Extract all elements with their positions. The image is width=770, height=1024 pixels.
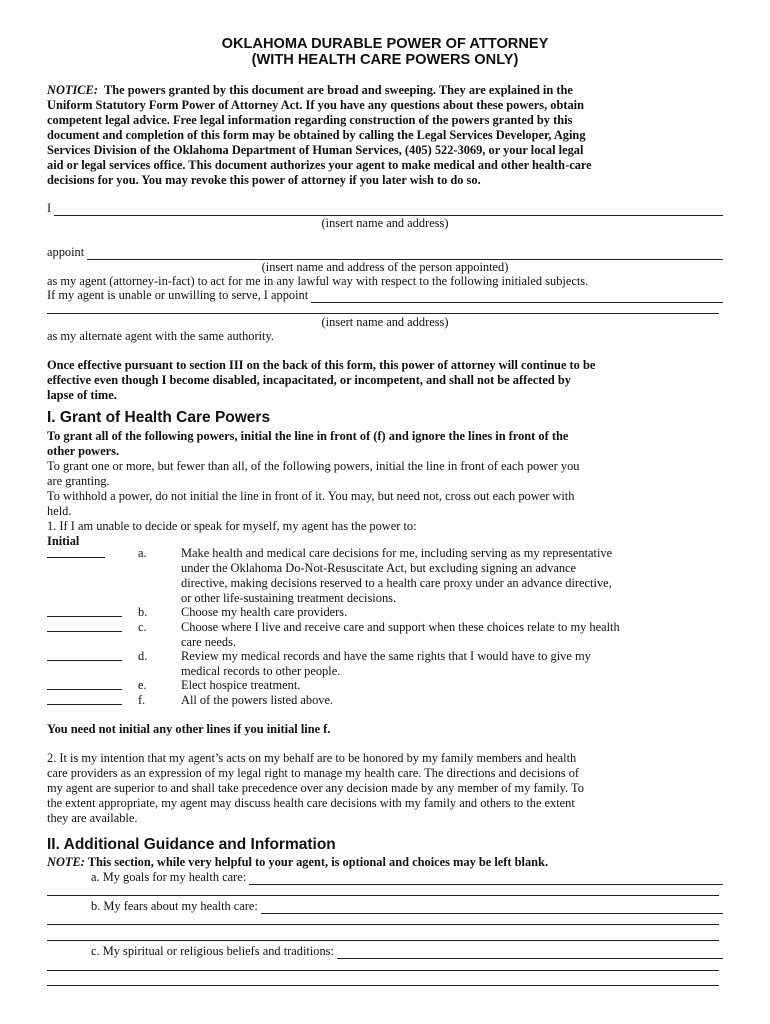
- power-a-line-0: Make health and medical care decisions for me, including serving as my representative: [181, 546, 613, 560]
- initial-blank-d[interactable]: [47, 660, 122, 661]
- power-letter: c.: [138, 620, 147, 634]
- form-title: [47, 36, 723, 68]
- power-a-line-1: under the Oklahoma Do-Not-Resuscitate Act, but excluding signing an advance: [181, 561, 577, 575]
- note-label: NOTE:: [47, 855, 85, 869]
- grant-bold-1: other powers.: [47, 444, 120, 458]
- alternate-authority: as my alternate agent with the same authority.: [47, 329, 274, 343]
- power-a-line-3: or other life-sustaining treatment decisions.: [181, 591, 397, 605]
- goals-row: [47, 870, 723, 885]
- power-c-line-1: care needs.: [181, 635, 237, 649]
- power-letter: a.: [138, 546, 147, 560]
- grant-bold-0: To grant all of the following powers, initial the line in front of (f) and ignore the lines in front of the: [47, 429, 569, 443]
- beliefs-row: [47, 944, 723, 959]
- power-text: [181, 605, 726, 620]
- intention-line-0: 2. It is my intention that my agent’s acts on my behalf are to be honored by my family members and health: [47, 751, 577, 765]
- beliefs-field-2[interactable]: [47, 970, 719, 971]
- power-letter: b.: [138, 605, 148, 619]
- effective-paragraph: [47, 358, 723, 403]
- initial-blank-f[interactable]: [47, 704, 122, 705]
- power-letter: e.: [138, 678, 147, 692]
- notice-line-2: competent legal advice. Free legal information regarding construction of the powers granted by this: [47, 113, 573, 127]
- initial-blank-c[interactable]: [47, 631, 122, 632]
- fears-row: [47, 899, 723, 914]
- power-text: [181, 620, 726, 650]
- title-line-2: (WITH HEALTH CARE POWERS ONLY): [251, 52, 519, 68]
- beliefs-field[interactable]: [337, 947, 723, 959]
- intention-line-1: care providers as an expression of my legal right to manage my health care. The directions and decisions of: [47, 766, 580, 780]
- title-line-1: OKLAHOMA DURABLE POWER OF ATTORNEY: [221, 36, 549, 52]
- goals-label: a. My goals for my health care:: [91, 870, 247, 884]
- i-label: I: [47, 201, 52, 215]
- fears-label: b. My fears about my health care:: [91, 899, 258, 913]
- notice-line-3: document and completion of this form may be obtained by calling the Legal Services Developer, Aging: [47, 128, 586, 142]
- line-f-note: You need not initial any other lines if you initial line f.: [47, 722, 331, 736]
- alternate-row: [47, 288, 723, 303]
- grant-plain-2: To withhold a power, do not initial the line in front of it. You may, but need not, cross out each power with: [47, 489, 575, 503]
- effective-line-0: Once effective pursuant to section III on the back of this form, this power of attorney will continue to be: [47, 358, 596, 372]
- power-d-line-1: medical records to other people.: [181, 664, 341, 678]
- beliefs-label: c. My spiritual or religious beliefs and traditions:: [91, 944, 334, 958]
- power-a-line-2: directive, making decisions reserved to a health care proxy under an advance directive,: [181, 576, 612, 590]
- notice-line-4: Services Division of the Oklahoma Department of Human Services, (405) 522-3069, or your local legal: [47, 143, 584, 157]
- notice-line-0: The powers granted by this document are broad and sweeping. They are explained in the: [103, 83, 573, 97]
- agent-caption: (insert name and address of the person appointed): [261, 260, 509, 274]
- initial-blank-a[interactable]: [47, 557, 105, 558]
- alternate-caption: (insert name and address): [321, 315, 449, 329]
- power-c-line-0: Choose where I live and receive care and support when these choices relate to my health: [181, 620, 620, 634]
- power-f-line-0: All of the powers listed above.: [181, 693, 334, 707]
- goals-field-2[interactable]: [47, 895, 719, 896]
- fears-field-2[interactable]: [47, 924, 719, 925]
- fears-field[interactable]: [261, 902, 723, 914]
- intention-line-4: they are available.: [47, 811, 138, 825]
- fears-field-3[interactable]: [47, 940, 719, 941]
- agent-name-field[interactable]: [87, 248, 723, 260]
- intention-paragraph: [47, 751, 723, 826]
- goals-field[interactable]: [249, 873, 723, 885]
- power-b-line-0: Choose my health care providers.: [181, 605, 348, 619]
- intention-line-3: the extent appropriate, my agent may discuss health care decisions with my family and others to the extent: [47, 796, 575, 810]
- notice-label: NOTICE:: [47, 83, 98, 97]
- power-letter: d.: [138, 649, 148, 663]
- alternate-label: If my agent is unable or unwilling to serve, I appoint: [47, 288, 309, 302]
- grant-plain-0: To grant one or more, but fewer than all, of the following powers, initial the line in front of each power you: [47, 459, 580, 473]
- note-text: This section, while very helpful to your agent, is optional and choices may be left blank.: [87, 855, 549, 869]
- alternate-name-field[interactable]: [311, 291, 723, 303]
- grant-plain-3: held.: [47, 504, 72, 518]
- section-1-heading: I. Grant of Health Care Powers: [47, 409, 271, 426]
- effective-line-2: lapse of time.: [47, 388, 117, 402]
- notice-line-1: Uniform Statutory Form Power of Attorney Act. If you have any questions about these powers, obtain: [47, 98, 585, 112]
- alternate-name-field-2[interactable]: [47, 313, 719, 314]
- grant-instructions: [47, 429, 723, 549]
- notice-paragraph: [47, 83, 723, 188]
- effective-line-1: effective even though I become disabled, incapacitated, or incompetent, and shall not be affected by: [47, 373, 571, 387]
- notice-line-6: decisions for you. You may revoke this power of attorney if you later wish to do so.: [47, 173, 481, 187]
- power-text: [181, 546, 726, 606]
- power-text: [181, 693, 726, 708]
- section-2-heading: II. Additional Guidance and Information: [47, 836, 336, 853]
- agent-row: [47, 245, 723, 260]
- initial-blank-b[interactable]: [47, 616, 122, 617]
- notice-line-5: aid or legal services office. This document authorizes your agent to make medical and other health-care: [47, 158, 592, 172]
- principal-name-field[interactable]: [54, 204, 723, 216]
- grant-plain-1: are granting.: [47, 474, 110, 488]
- power-text: [181, 649, 726, 679]
- section-2-note: [47, 855, 723, 870]
- agent-statement: as my agent (attorney-in-fact) to act for me in any lawful way with respect to the following initialed subjects.: [47, 274, 589, 288]
- initial-blank-e[interactable]: [47, 689, 122, 690]
- appoint-label: appoint: [47, 245, 85, 259]
- principal-row: [47, 201, 723, 216]
- power-e-line-0: Elect hospice treatment.: [181, 678, 301, 692]
- beliefs-field-3[interactable]: [47, 985, 719, 986]
- principal-caption: (insert name and address): [321, 216, 449, 230]
- power-text: [181, 678, 726, 693]
- grant-plain-4: 1. If I am unable to decide or speak for myself, my agent has the power to:: [47, 519, 417, 533]
- initial-label: Initial: [47, 534, 80, 548]
- power-d-line-0: Review my medical records and have the same rights that I would have to give my: [181, 649, 591, 663]
- intention-line-2: my agent are superior to and shall take precedence over any decision made by any member of my family. To: [47, 781, 584, 795]
- power-letter: f.: [138, 693, 146, 707]
